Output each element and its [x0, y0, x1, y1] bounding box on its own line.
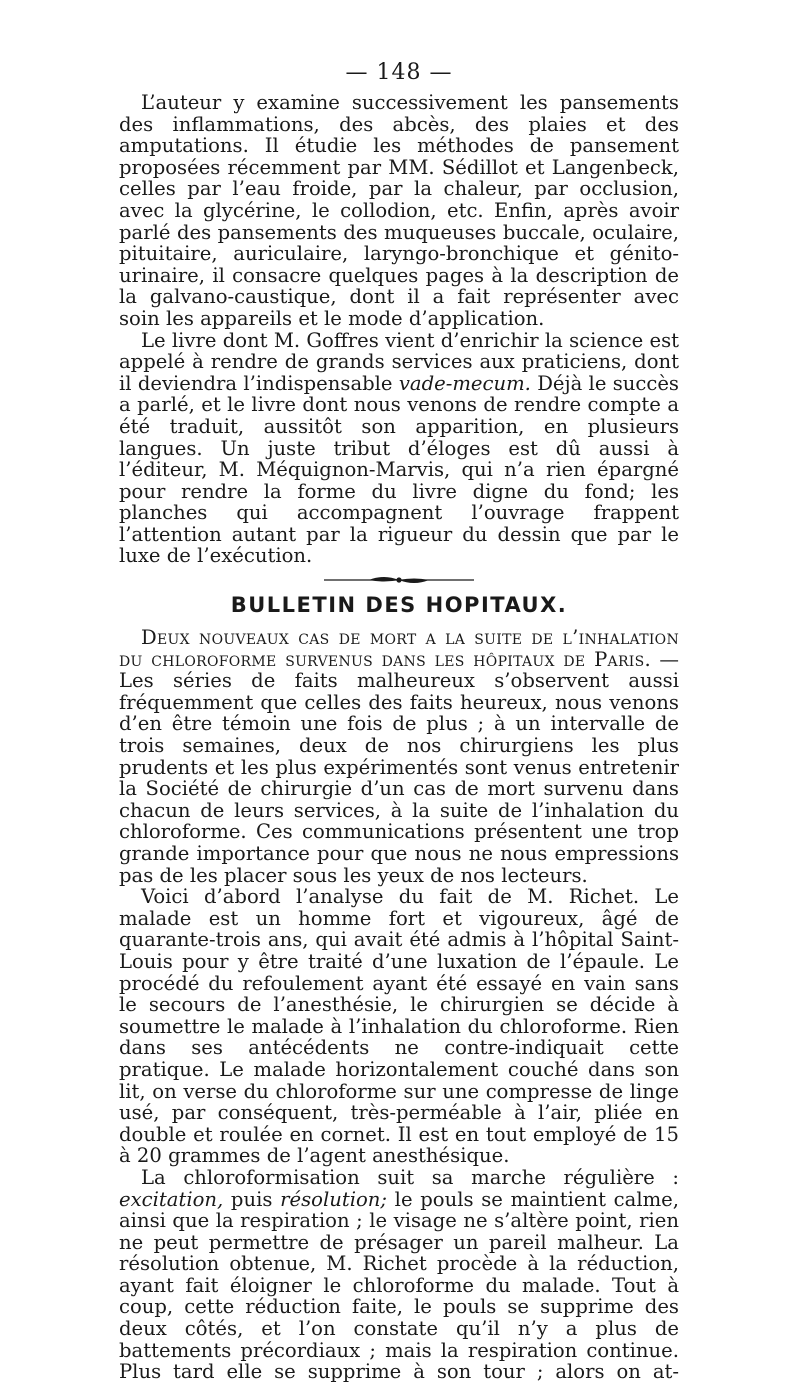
italic-excitation: excitation,: [119, 1188, 223, 1211]
paragraph-text: Voici d’abord l’analyse du fait de M. Richet. Le malade est un homme fort et vigoureux, âgé de quarante-trois ans, qui avait été admis à l’hôpital Saint-Louis pour y être traité d’une luxation de l’épaule. Le procédé du refoulement ayant été essayé en vain sans le secours de l’anesthésie, le chirurgien se décide à soumettre le malade à l’inhalation du chloroforme. Rien dans ses antécédents ne contre-indiquait cette pratique. Le malade horizontalement couché dans son lit, on verse du chloroforme sur une compresse de linge usé, par conséquent, très-perméable à l’air, pliée en double et roulée en cornet. Il est en tout employé de 15 à 20 grammes de l’agent anesthésique.: [119, 885, 679, 1167]
paragraph-text: — Les séries de faits malheureux s’observent aussi fréquemment que celles des faits heureux, nous venons d’en être témoin une fois de plus ; à un intervalle de trois semaines, deux de nos chirurgiens les plus prudents et les plus expérimentés sont venus entretenir la Société de chirurgie d’un cas de mort survenu dans chacun de leurs services, à la suite de l’inhalation du chloroforme. Ces communications présentent une trop grande importance pour que nous ne nous empressions pas de les placer sous les yeux de nos lecteurs.: [119, 648, 679, 887]
paragraph-text: L’auteur y examine successivement les pansements des inflammations, des abcès, des plaies et des amputations. Il étudie les méthodes de pansement proposées récemment par MM. Sédillot et Langenbeck, celles par l’eau froide, par la chaleur, par occlusion, avec la glycérine, le collodion, etc. Enfin, après avoir parlé des pansements des muqueuses buccale, oculaire, pituitaire, auriculaire, laryngo-bronchique et génito-urinaire, il consacre quelques pages à la description de la galvano-caustique, dont il a fait représenter avec soin les appareils et le mode d’application.: [119, 91, 679, 330]
paragraph-chloroformisation: [119, 1167, 679, 1383]
paragraph-text: Le livre dont M. Goffres vient d’enrichir la science est appelé à rendre de grands services aux praticiens, dont il deviendra l’indispensable: [119, 329, 679, 395]
italic-resolution: résolution;: [280, 1188, 387, 1211]
paragraph-text: puis: [223, 1188, 280, 1211]
paragraph-fait-richet: [119, 886, 679, 1167]
section-title: BULLETIN DES HOPITAUX.: [119, 591, 679, 619]
paragraph-text: La chloroformisation suit sa marche régulière :: [141, 1166, 679, 1189]
typographic-rule-ornament-icon: [119, 573, 679, 587]
paragraph-deux-cas-de-mort: [119, 627, 679, 886]
paragraph-text: le pouls se maintient calme, ainsi que la respiration ; le visage ne s’altère point, rien ne peut permettre de présager un pareil malheur. La résolution obtenue, M. Richet procède à la réduction, ayant fait éloigner le chloroforme du malade. Tout à coup, cette réduction faite, le pouls se supprime des deux côtés, et l’on constate qu’il n’y a plus de battements précordiaux ; mais la respiration continue. Plus tard elle se supprime à son tour ; alors on at-: [119, 1188, 679, 1383]
article-heading: Deux nouveaux cas de mort a la suite de l’inhalation du chloroforme survenus dans les hôpitaux de Paris.: [119, 626, 679, 671]
book-page: [119, 58, 679, 1238]
paragraph-livre-goffres: [119, 330, 679, 568]
page-number: — 148 —: [119, 58, 679, 88]
paragraph-text: Déjà le succès a parlé, et le livre dont nous venons de rendre compte a été traduit, aussitôt son apparition, en plusieurs langues. Un juste tribut d’éloges est dû aussi à l’éditeur, M. Méquignon-Marvis, qui n’a rien épargné pour rendre la forme du livre digne du fond; les planches qui accompagnent l’ouvrage frappent l’attention autant par la rigueur du dessin que par le luxe de l’exécution.: [119, 372, 679, 568]
paragraph-pansements: [119, 92, 679, 330]
italic-vade-mecum: vade-mecum.: [399, 372, 531, 395]
